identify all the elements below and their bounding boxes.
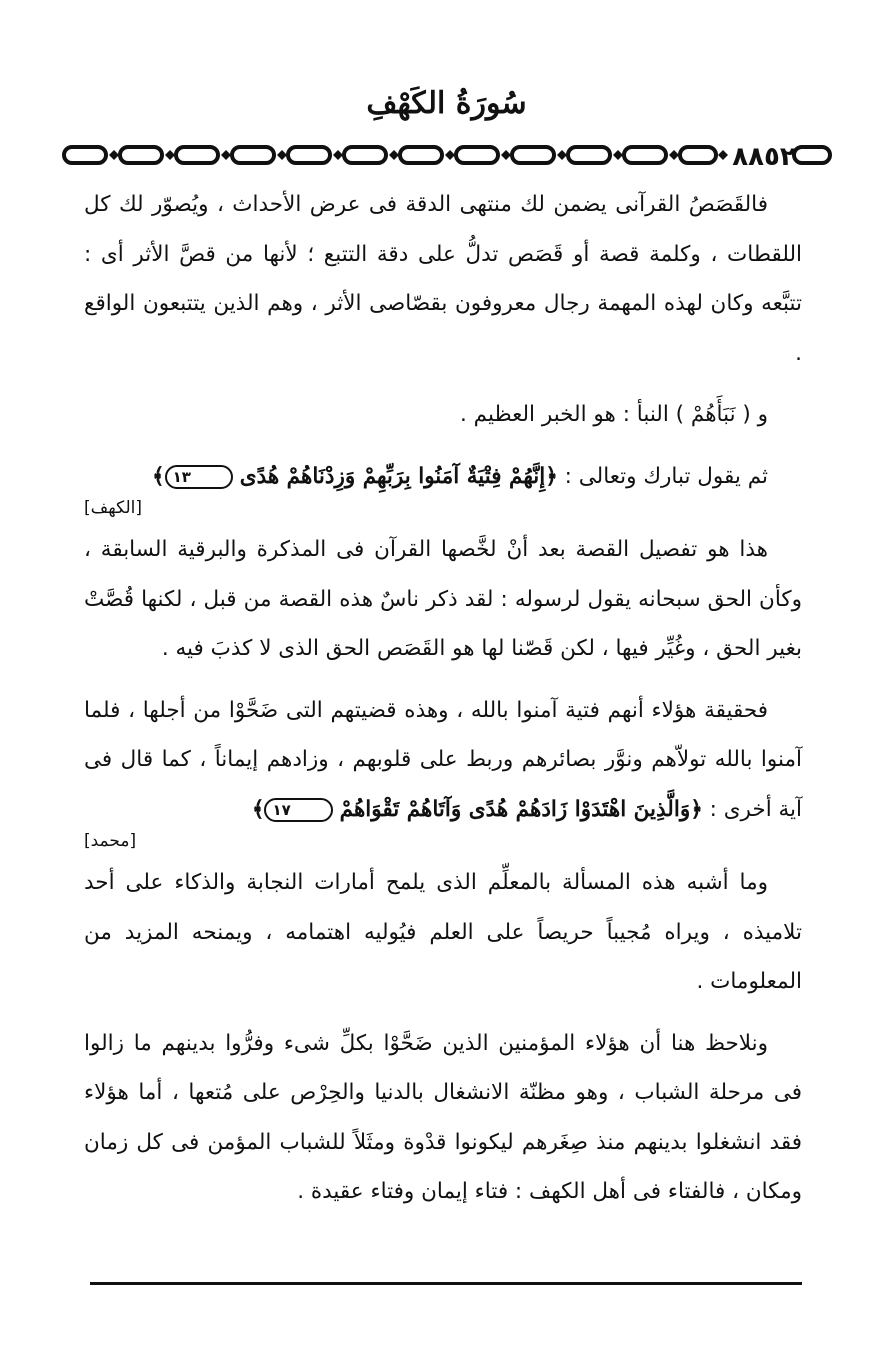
paragraph: و ( نَبَأَهُمْ ) النبأ : هو الخبر العظيم . bbox=[460, 402, 768, 427]
page-header bbox=[0, 86, 893, 126]
body-text bbox=[84, 180, 802, 1217]
ayah-number: ١٧ bbox=[264, 798, 332, 822]
paragraph: هذا هو تفصيل القصة بعد أنْ لخَّصها القرآن فى المذكرة والبرقية السابقة ، وكأن الحق سبحانه يقول لرسوله : لقد ذكر ناسٌ هذه القصة من قبل ، لكنها قُصَّتْ بغير الحق ، وغُيِّر فيها ، لكن قَصّنا لها هو القَصَص الحق الذى لا كذبَ فيه . bbox=[84, 537, 802, 661]
paragraph: وما أشبه هذه المسألة بالمعلِّم الذى يلمح أمارات النجابة والذكاء على أحد تلاميذه ، ويراه مُجيباً حريصاً على العلم فيُوليه اهتمامه ، ويمنحه المزيد من المعلومات . bbox=[84, 870, 802, 994]
quran-verse: ﴿وَالَّذِينَ اهْتَدَوْا زَادَهُمْ هُدًى وَآتَاهُمْ تَقْوَاهُمْ bbox=[339, 796, 703, 822]
paragraph: ونلاحظ هنا أن هؤلاء المؤمنين الذين ضَحَّوْا بكلِّ شىء وفرُّوا بدينهم ما زالوا فى مرحلة الشباب ، وهو مظنّة الانشغال بالدنيا والحِرْص على مُتعها ، أما هؤلاء فقد انشغلوا بدينهم منذ صِغَرهم ليكونوا قدْوة ومثَلاً للشباب المؤمن فى كل زمان ومكان ، فالفتاء فى أهل الكهف : فتاء إيمان وفتاء عقيدة . bbox=[84, 1030, 802, 1204]
ayah-number: ١٣ bbox=[165, 465, 233, 489]
page-number: ٨٨٥٢ bbox=[732, 142, 796, 172]
paragraph-text: ثم يقول تبارك وتعالى : bbox=[557, 463, 768, 489]
footer-rule bbox=[90, 1282, 802, 1285]
verse-close-bracket: ﴾ bbox=[251, 796, 265, 822]
paragraph-with-verse bbox=[84, 686, 802, 853]
verse-reference: [الكهف] bbox=[84, 498, 142, 518]
paragraph-with-verse bbox=[84, 452, 802, 520]
paragraph: فالقَصَصُ القرآنى يضمن لك منتهى الدقة فى عرض الأحداث ، ويُصوّر لك كل اللقطات ، وكلمة قصة أو قَصَص تدلُّ على دقة التتبع ؛ لأنها من قصَّ الأثر أى : تتبَّعه وكان لهذه المهمة رجال معروفون بقصّاصى الأثر ، وهم الذين يتتبعون الواقع . bbox=[84, 192, 802, 366]
paragraph-text: فحقيقة هؤلاء أنهم فتية آمنوا بالله ، وهذه قضيتهم التى ضَحَّوْا من أجلها ، فلما آمنوا بالله تولاّهم ونوَّر بصائرهم وربط على قلوبهم ، وزادهم إيماناً ، كما قال فى آية أخرى : bbox=[84, 697, 802, 822]
verse-close-bracket: ﴾ bbox=[151, 463, 165, 489]
surah-title: سُورَةُ الكَهْفِ bbox=[366, 86, 527, 121]
quran-verse: ﴿إِنَّهُمْ فِتْيَةٌ آمَنُوا بِرَبِّهِمْ وَزِدْنَاهُمْ هُدًى bbox=[239, 463, 558, 489]
verse-reference: [محمد] bbox=[84, 831, 137, 851]
